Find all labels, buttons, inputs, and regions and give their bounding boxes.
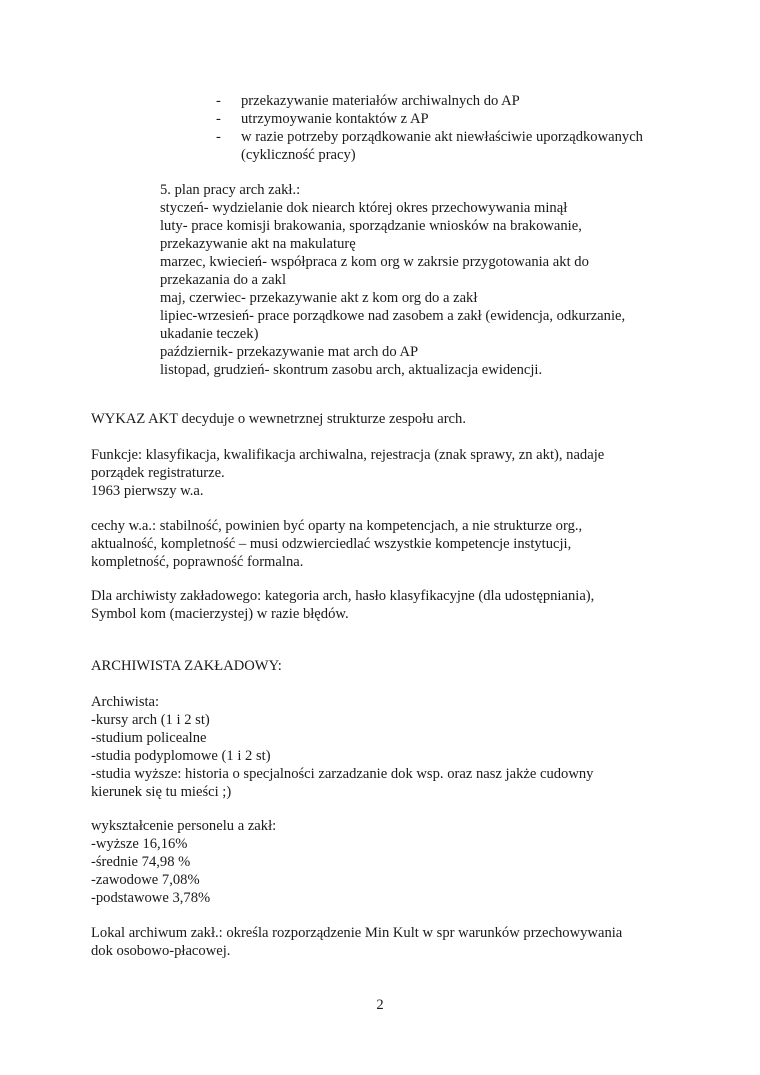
plan-line: styczeń- wydzielanie dok niearch której okres przechowywania minął (160, 200, 568, 216)
body-line: -średnie 74,98 % (91, 854, 191, 870)
plan-line: przekazania do a zakl (160, 272, 286, 288)
plan-line: przekazywanie akt na makulaturę (160, 236, 356, 252)
body-line: Lokal archiwum zakł.: określa rozporządzenie Min Kult w spr warunków przechowywania (91, 925, 623, 941)
bullet-item-text: przekazywanie materiałów archiwalnych do AP (241, 93, 520, 109)
plan-line: październik- przekazywanie mat arch do AP (160, 344, 419, 360)
plan-line: luty- prace komisji brakowania, sporządzanie wniosków na brakowanie, (160, 218, 582, 234)
body-line: WYKAZ AKT decyduje o wewnetrznej strukturze zespołu arch. (91, 411, 466, 427)
plan-line: ukadanie teczek) (160, 326, 259, 342)
bullet-dash: - (216, 111, 221, 127)
body-line: -studia podyplomowe (1 i 2 st) (91, 748, 271, 764)
page-number: 2 (376, 997, 384, 1013)
body-line: porządek registraturze. (91, 465, 225, 481)
bullet-item-text: utrzymoywanie kontaktów z AP (241, 111, 429, 127)
plan-line: marzec, kwiecień- współpraca z kom org w zakrsie przygotowania akt do (160, 254, 589, 270)
bullet-dash: - (216, 129, 221, 145)
bullet-dash: - (216, 93, 221, 109)
body-line: -zawodowe 7,08% (91, 872, 200, 888)
body-line: 1963 pierwszy w.a. (91, 483, 204, 499)
body-line: aktualność, kompletność – musi odzwierciedlać wszystkie kompetencje instytucji, (91, 536, 572, 552)
plan-line: listopad, grudzień- skontrum zasobu arch, aktualizacja ewidencji. (160, 362, 543, 378)
plan-line: lipiec-wrzesień- prace porządkowe nad zasobem a zakł (ewidencja, odkurzanie, (160, 308, 626, 324)
body-line: -studium policealne (91, 730, 207, 746)
body-line: -wyższe 16,16% (91, 836, 188, 852)
section-heading: ARCHIWISTA ZAKŁADOWY: (91, 658, 282, 674)
body-line: kierunek się tu mieści ;) (91, 784, 232, 800)
body-line: dok osobowo-płacowej. (91, 943, 231, 959)
body-line: Funkcje: klasyfikacja, kwalifikacja archiwalna, rejestracja (znak sprawy, zn akt), nadaje (91, 447, 605, 463)
body-line: wykształcenie personelu a zakł: (91, 818, 277, 834)
body-line: Archiwista: (91, 694, 160, 710)
bullet-item-text: w razie potrzeby porządkowanie akt niewłaściwie uporządkowanych (241, 129, 643, 145)
bullet-item-text: (cykliczność pracy) (241, 147, 356, 163)
body-line: cechy w.a.: stabilność, powinien być oparty na kompetencjach, a nie strukturze org., (91, 518, 583, 534)
body-line: kompletność, poprawność formalna. (91, 554, 304, 570)
body-line: Symbol kom (macierzystej) w razie błędów. (91, 606, 349, 622)
body-line: -podstawowe 3,78% (91, 890, 211, 906)
body-line: -kursy arch (1 i 2 st) (91, 712, 210, 728)
plan-line: maj, czerwiec- przekazywanie akt z kom org do a zakł (160, 290, 478, 306)
body-line: -studia wyższe: historia o specjalności zarzadzanie dok wsp. oraz nasz jakże cudowny (91, 766, 594, 782)
body-line: Dla archiwisty zakładowego: kategoria arch, hasło klasyfikacyjne (dla udostępniania), (91, 588, 595, 604)
plan-heading: 5. plan pracy arch zakł.: (160, 182, 301, 198)
